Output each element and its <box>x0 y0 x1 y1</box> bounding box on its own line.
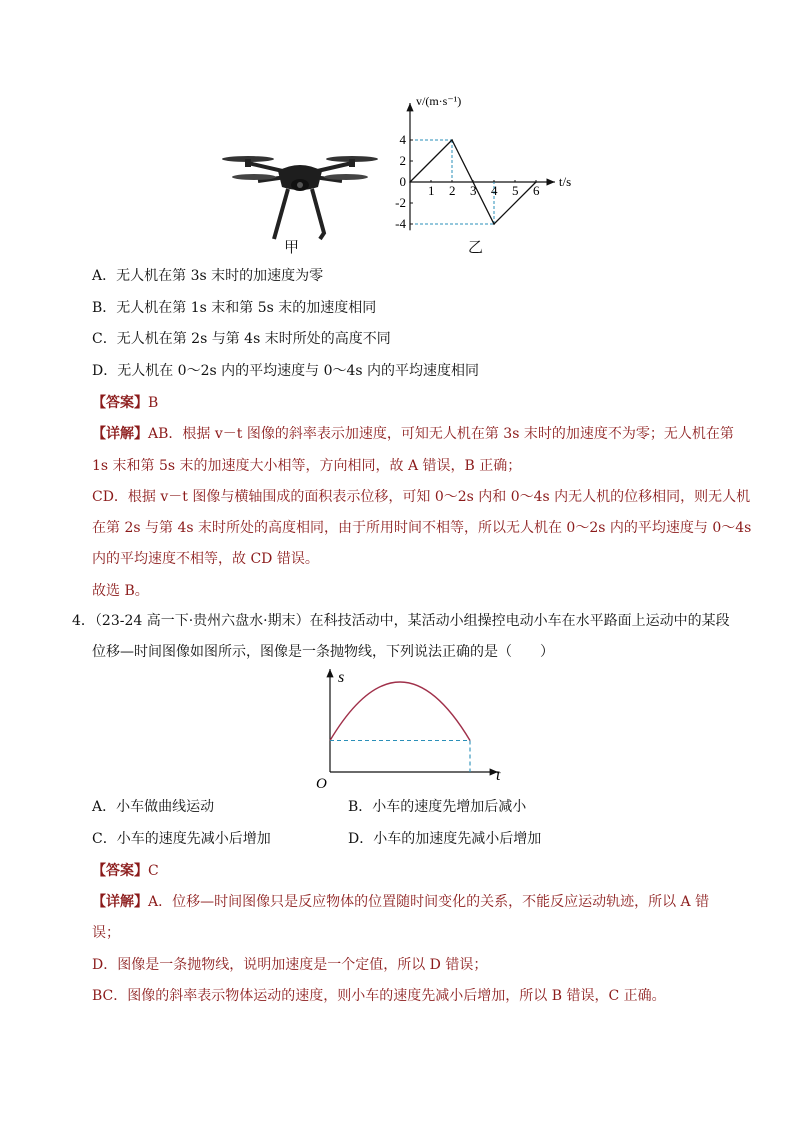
y-tick-label: 4 <box>399 132 406 147</box>
option-text: 无人机在第 2s 与第 4s 末时所处的高度不同 <box>116 331 391 347</box>
question-number: 4． <box>72 613 95 629</box>
option-text: 小车的加速度先减小后增加 <box>373 831 542 847</box>
x-axis-label: t/s <box>558 174 572 189</box>
figure-1 <box>210 95 610 260</box>
q4-explain-line-1 <box>92 892 709 912</box>
y-tick-label: -2 <box>395 195 406 210</box>
graph-caption: 乙 <box>468 238 484 256</box>
drone-caption: 甲 <box>284 238 300 256</box>
q3-option-d <box>92 361 479 381</box>
q3-explain-line-6: 故选 B。 <box>92 583 149 599</box>
answer-label: 【答案】 <box>92 395 148 411</box>
q3-option-b <box>92 298 376 318</box>
option-letter: D． <box>348 831 374 847</box>
answer-label: 【答案】 <box>92 863 148 879</box>
s-axis-label: s <box>338 669 345 686</box>
q4-explain-line-3: D．图像是一条抛物线，说明加速度是一个定值，所以 D 错误； <box>92 957 488 973</box>
y-tick-label: 0 <box>399 174 406 189</box>
q4-explain-line-4: BC．图像的斜率表示物体运动的速度，则小车的速度先减小后增加，所以 B 错误，C 正确。 <box>92 988 666 1004</box>
option-letter: D． <box>92 363 118 379</box>
y-tick-label: -4 <box>395 216 406 231</box>
data-point <box>493 223 495 225</box>
q4-stem-line-2: 位移—时间图像如图所示，图像是一条抛物线，下列说法正确的是（ ） <box>92 644 554 660</box>
option-text: 小车做曲线运动 <box>116 799 215 815</box>
explain-text: A．位移—时间图像只是反应物体的位置随时间变化的关系，不能反应运动轨迹，所以 A 错 <box>148 894 710 910</box>
parabola-curve <box>330 682 470 741</box>
origin-label: O <box>316 776 327 792</box>
q4-option-c <box>92 829 271 849</box>
q3-explain-line-3: CD．根据 v－t 图像与横轴围成的面积表示位移，可知 0～2s 内和 0～4s 内无人机的位移相同，则无人机 <box>92 489 751 505</box>
option-text: 小车的速度先减小后增加 <box>116 831 271 847</box>
q4-explain-line-2: 误； <box>92 925 120 941</box>
x-tick-label: 4 <box>491 183 498 198</box>
explain-label: 【详解】 <box>92 894 148 910</box>
t-axis-label: t <box>496 767 501 784</box>
option-letter: C． <box>92 831 117 847</box>
q3-option-a <box>92 266 323 286</box>
data-point <box>451 139 453 141</box>
option-letter: A． <box>92 799 117 815</box>
q4-option-a <box>92 797 214 817</box>
q4-option-b <box>348 797 526 817</box>
x-tick-label: 6 <box>533 183 540 198</box>
option-letter: C． <box>92 331 117 347</box>
option-letter: A． <box>92 268 117 284</box>
option-letter: B． <box>92 300 117 316</box>
q3-option-c <box>92 329 391 349</box>
answer-value: B <box>148 395 159 411</box>
q4-stem-line-1 <box>72 611 730 631</box>
y-tick-label: 2 <box>399 153 406 168</box>
x-tick-label: 2 <box>449 183 456 198</box>
q4-answer <box>92 861 159 881</box>
s-t-graph <box>312 664 502 792</box>
x-tick-label: 3 <box>470 183 477 198</box>
x-tick-label: 5 <box>512 183 519 198</box>
explain-text: AB．根据 v－t 图像的斜率表示加速度，可知无人机在第 3s 末时的加速度不为零；无人机在第 <box>148 426 734 442</box>
q3-explain-line-5: 内的平均速度不相等，故 CD 错误。 <box>92 551 319 567</box>
q3-explain-line-2: 1s 末和第 5s 末的加速度大小相等，方向相同，故 A 错误，B 正确； <box>92 458 522 474</box>
v-t-graph <box>390 95 610 245</box>
q3-explain-line-1 <box>92 424 734 444</box>
answer-value: C <box>148 863 159 879</box>
option-letter: B． <box>348 799 373 815</box>
q4-option-d <box>348 829 541 849</box>
drone-image <box>220 135 380 265</box>
x-tick-label: 1 <box>428 183 435 198</box>
q3-explain-line-4: 在第 2s 与第 4s 末时所处的高度相同，由于所用时间不相等，所以无人机在 0～2s 内的平均速度与 0～4s <box>92 520 752 536</box>
y-axis-label: v/(m·s⁻¹) <box>416 94 462 108</box>
q3-answer <box>92 393 158 413</box>
option-text: 小车的速度先增加后减小 <box>372 799 527 815</box>
option-text: 无人机在第 3s 末时的加速度为零 <box>116 268 324 284</box>
option-text: 无人机在 0～2s 内的平均速度与 0～4s 内的平均速度相同 <box>117 363 480 379</box>
stem-text: （23-24 高一下·贵州六盘水·期末）在科技活动中，某活动小组操控电动小车在水平路面上运动中的某段 <box>94 613 730 629</box>
data-point <box>409 181 411 183</box>
explain-label: 【详解】 <box>92 426 148 442</box>
option-text: 无人机在第 1s 末和第 5s 末的加速度相同 <box>116 300 377 316</box>
